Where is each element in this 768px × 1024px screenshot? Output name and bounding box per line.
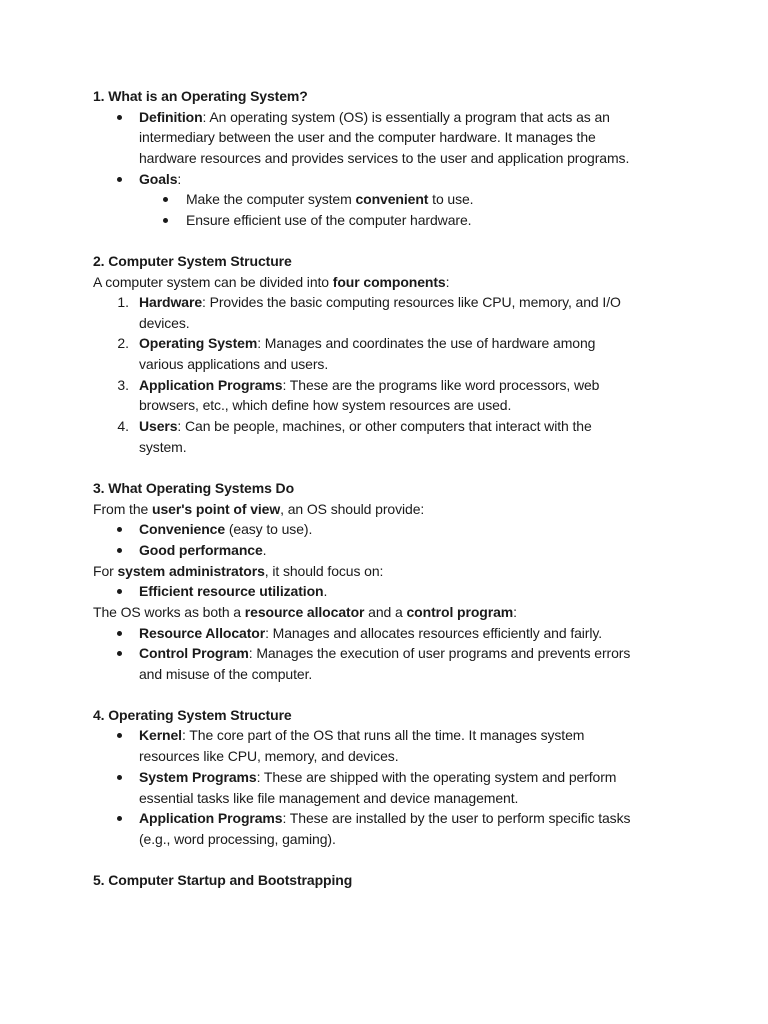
definition-line-1: Definition: An operating system (OS) is essentially a program that acts as an <box>139 109 610 125</box>
goal-item-2: Ensure efficient use of the computer hardware. <box>186 212 472 228</box>
component-hardware-line-1: Hardware: Provides the basic computing resources like CPU, memory, and I/O <box>139 294 621 310</box>
control-program-line-1: Control Program: Manages the execution of user programs and prevents errors <box>139 645 631 661</box>
section-2-intro: A computer system can be divided into four components: <box>93 274 450 290</box>
component-hardware-line-2: devices. <box>139 315 190 331</box>
list-number: 4. <box>117 418 129 434</box>
list-number: 2. <box>117 335 129 351</box>
component-apps-line-2: browsers, etc., which define how system resources are used. <box>139 397 512 413</box>
definition-line-3: hardware resources and provides services to the user and application programs. <box>139 150 630 166</box>
kernel-line-1: Kernel: The core part of the OS that runs all the time. It manages system <box>139 727 585 743</box>
bullet-icon <box>117 816 122 821</box>
bullet-icon <box>117 631 122 636</box>
bullet-icon <box>117 548 122 553</box>
application-programs-line-1: Application Programs: These are installed by the user to perform specific tasks <box>139 810 631 826</box>
efficiency-item: Efficient resource utilization. <box>139 583 328 599</box>
system-programs-line-1: System Programs: These are shipped with the operating system and perform <box>139 769 617 785</box>
section-3-paragraph-3: The OS works as both a resource allocator and a control program: <box>93 604 517 620</box>
application-programs-line-2: (e.g., word processing, gaming). <box>139 831 336 847</box>
list-number: 3. <box>117 377 129 393</box>
bullet-icon <box>117 651 122 656</box>
convenience-item: Convenience (easy to use). <box>139 521 313 537</box>
component-os-line-1: Operating System: Manages and coordinates the use of hardware among <box>139 335 596 351</box>
bullet-icon <box>117 115 122 120</box>
list-number: 1. <box>117 294 129 310</box>
kernel-line-2: resources like CPU, memory, and devices. <box>139 748 399 764</box>
bullet-icon <box>117 775 122 780</box>
section-3-heading: 3. What Operating Systems Do <box>93 480 295 496</box>
bullet-icon <box>163 197 168 202</box>
bullet-icon <box>117 589 122 594</box>
goals-line: Goals: <box>139 171 182 187</box>
bullet-icon <box>163 218 168 223</box>
performance-item: Good performance. <box>139 542 267 558</box>
bullet-icon <box>117 177 122 182</box>
resource-allocator-item: Resource Allocator: Manages and allocates resources efficiently and fairly. <box>139 625 603 641</box>
goal-item-1: Make the computer system convenient to use. <box>186 191 474 207</box>
bullet-icon <box>117 527 122 532</box>
component-users-line-2: system. <box>139 439 187 455</box>
definition-line-2: intermediary between the user and the computer hardware. It manages the <box>139 129 596 145</box>
section-2-heading: 2. Computer System Structure <box>93 253 292 269</box>
component-apps-line-1: Application Programs: These are the programs like word processors, web <box>139 377 600 393</box>
component-users-line-1: Users: Can be people, machines, or other computers that interact with the <box>139 418 592 434</box>
section-3-paragraph-2: For system administrators, it should focus on: <box>93 563 384 579</box>
bullet-icon <box>117 733 122 738</box>
control-program-line-2: and misuse of the computer. <box>139 666 313 682</box>
component-os-line-2: various applications and users. <box>139 356 329 372</box>
section-1-heading: 1. What is an Operating System? <box>93 88 308 104</box>
system-programs-line-2: essential tasks like file management and device management. <box>139 790 519 806</box>
section-5-heading: 5. Computer Startup and Bootstrapping <box>93 872 353 888</box>
section-3-paragraph-1: From the user's point of view, an OS should provide: <box>93 501 425 517</box>
section-4-heading: 4. Operating System Structure <box>93 707 292 723</box>
